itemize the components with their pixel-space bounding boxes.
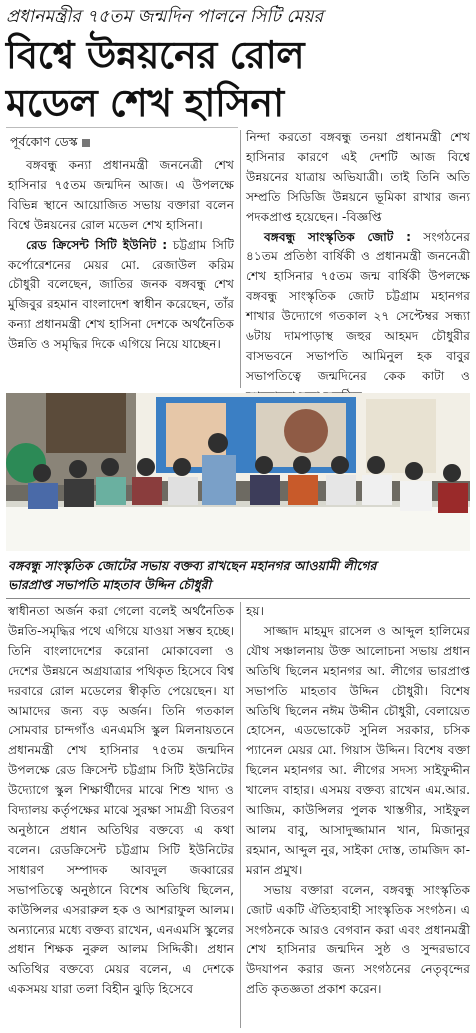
headline-line-1: বিশ্বে উন্নয়নের রোল bbox=[6, 33, 305, 77]
column-1-top bbox=[8, 156, 234, 388]
paragraph-speakers-said: সভায় বক্তারা বলেন, বঙ্গবন্ধু সাংস্কৃতিক জোট একটি ঐতিহ্যবাহী সাংস্কৃতিক সংগঠন। এ সংগঠনকে আরও বেগবান করা এবং প্রধানমন্ত্রী শেখ হাসিনার জন্মদিন সুষ্ঠ ও সুন্দরভাবে উদযাপন করার জন্য সংগঠনের নেতৃবৃন্দের প্রতি কৃতজ্ঞতা প্রকাশ করেন। bbox=[246, 882, 470, 997]
paragraph-red-crescent bbox=[8, 236, 234, 355]
paragraph-mayor-speech: স্বাধীনতা অর্জন করা গেলো বলেই অর্থনৈতিক উন্নতি-সমৃদ্ধির পথে এগিয়ে যাওয়া সম্ভব হচ্ছে। তিনি বাংলাদেশের করোনা মোকাবেলা ও দেশের উন্নয়নে অগ্রযাত্রার পথিকৃত হিসেবে বিশ্ব দরবারে রোল মডেলের স্বীকৃতি পেয়েছেন। যা আমাদের জন্য বড় অর্জন। তিনি গতকাল সোমবার চান্দগাঁও এনএমসি স্কুল মিলনায়তনে প্রধানমন্ত্রী শেখ হাসিনার ৭৫তম জন্মদিন উপলক্ষে রেড ক্রিসেন্ট চট্টগ্রাম সিটি ইউনিটের উদ্যোগে স্কুল শিক্ষার্থীদের মাঝে শিশু খাদ্য ও বিদ্যালয় কর্তৃপক্ষের মাঝে সুরক্ষা সামগ্রী বিতরণ অনুষ্ঠানে প্রধান অতিথির বক্তব্যে এ কথা বলেন। রেডক্রিসেন্ট চট্টগ্রাম সিটি ইউনিটের সাধারণ সম্পাদক আবদুল জব্বারের সভাপতিত্বে অনুষ্ঠানে বিশেষ অতিথি ছিলেন, কাউন্সিলর এসরারুল হক ও আশরাফুল আলম। অন্যান্যের মধ্যে বক্তব্য রাখেন, এনএমসি স্কুলের প্রধান শিক্ষক নুরুল আলম সিদ্দিকী। প্রধান অতিথির বক্তব্যে মেয়র বলেন, এ দেশকে একসময় যারা তলা বিহীন ঝুড়ি হিসেবে bbox=[8, 604, 234, 997]
paragraph-continued: নিন্দা করতো বঙ্গবন্ধু তনয়া প্রধানমন্ত্রী শেখ হাসিনার কারণে এই দেশটি আজ বিশ্বে উন্নয়নের যাত্রায় অভিযাত্রী। তাই তিনি অতি সম্প্রতি সিডিজি উন্নয়নে ভূমিকা রাখার জন্য পদকপ্রাপ্ত হয়েছেন। -বিজ্ঞপ্তি bbox=[246, 130, 470, 224]
byline bbox=[10, 133, 90, 151]
byline-text: পূর্বকোণ ডেস্ক bbox=[10, 134, 78, 149]
paragraph-red-crescent-text: চট্টগ্রাম সিটি কর্পোরেশনের মেয়র মো. রেজাউল করিম চৌধুরী বলেছেন, জাতির জনক বঙ্গবন্ধু শেখ মুজিবুর রহমান বাংলাদেশ স্বাধীন করেছেন, তাঁর কন্যা প্রধানমন্ত্রী শেখ হাসিনা দেশকে অর্থনৈতিক উন্নতি ও সমৃদ্ধির দিকে এগিয়ে নিয়ে যাচ্ছেন। bbox=[8, 237, 235, 352]
square-bullet-icon bbox=[82, 139, 90, 147]
caption-line-1: বঙ্গবন্ধু সাংস্কৃতিক জোটের সভায় বক্তব্য রাখছেন মহানগর আওয়ামী লীগের bbox=[8, 558, 377, 573]
caption-line-2: ভারপ্রাপ্ত সভাপতি মাহতাব উদ্দিন চৌধুরী bbox=[8, 577, 212, 592]
paragraph-hoy: হয়। bbox=[246, 604, 264, 618]
column-divider-top bbox=[240, 130, 241, 388]
paragraph-cultural-alliance-text: সংগঠনের ৪১তম প্রতিষ্ঠা বার্ষিকী ও প্রধানমন্ত্রী জননেত্রী শেখ হাসিনার ৭৫তম জন্ম বার্ষিকী উপলক্ষে বঙ্গবন্ধু সাংস্কৃতিক জোট চট্টগ্রাম মহানগর শাখার উদ্যোগে গতকাল ২৭ সেপ্টেম্বর সন্ধ্যা ৬টায় দামপাড়াস্থ জহুর আহমদ চৌধুরীর বাসভবনে সভাপতি আমিনুল হক বাবুর সভাপতিত্বে জন্মদিনের কেক কাটা ও bbox=[246, 229, 470, 383]
byline-rule bbox=[6, 127, 238, 128]
paragraph-guests: সাজ্জাদ মাহমুদ রাসেল ও আব্দুল হালিমের যৌথ সঞ্চালনায় উক্ত আলোচনা সভায় প্রধান অতিথি ছিলেন মহানগর আ. লীগের ভারপ্রাপ্ত সভাপতি মাহতাব উদ্দিন চৌধুরী। বিশেষ অতিথি ছিলেন নঈম উদ্দীন চৌধুরী, বেলায়েত হোসেন, এডভোকেট সুনিল সরকার, চসিক প্যানেল মেয়র মো. গিয়াস উদ্দিন। বিশেষ বক্তা ছিলেন মহানগর আ. লীগের সদস্য সাইফুদ্দীন খালেদ বাহার। এসময় বক্তব্য রাখেন এম.আর. আজিম, কাউন্সিলর পুলক খাস্তগীর, সাইফুল আলম বাবু, আসাদুজ্জামান খান, মিজানুর রহমান, আব্দুল নুর, সাইকা দোস্ত, তামজিদ কা-মরান প্রমুখ। bbox=[246, 623, 470, 877]
meeting-photo-illustration bbox=[6, 393, 470, 551]
paragraph-cultural-alliance bbox=[246, 228, 470, 407]
column-2-bottom bbox=[246, 602, 470, 1028]
kicker: প্রধানমন্ত্রীর ৭৫তম জন্মদিন পালনে সিটি মেয়র bbox=[6, 7, 324, 27]
headline-line-2: মডেল শেখ হাসিনা bbox=[6, 81, 284, 125]
photo-caption bbox=[8, 556, 470, 594]
column-1-bottom bbox=[8, 602, 234, 1028]
caption-rule bbox=[6, 598, 470, 599]
subhead-red-crescent: রেড ক্রিসেন্ট সিটি ইউনিট : bbox=[26, 237, 168, 252]
column-divider-bottom bbox=[240, 602, 241, 1028]
column-2-top bbox=[246, 128, 470, 388]
news-photo bbox=[6, 393, 470, 551]
paragraph-intro: বঙ্গবন্ধু কন্যা প্রধানমন্ত্রী জননেত্রী শেখ হাসিনার ৭৫তম জন্মদিন আজ। এ উপলক্ষে বিভিন্ন স্থানে আয়োজিত সভায় বক্তারা বলেন বিশ্বে উন্নয়নের রোল মডেল শেখ হাসিনা। bbox=[8, 158, 234, 232]
subhead-cultural-alliance: বঙ্গবন্ধু সাংস্কৃতিক জোট : bbox=[264, 229, 411, 244]
